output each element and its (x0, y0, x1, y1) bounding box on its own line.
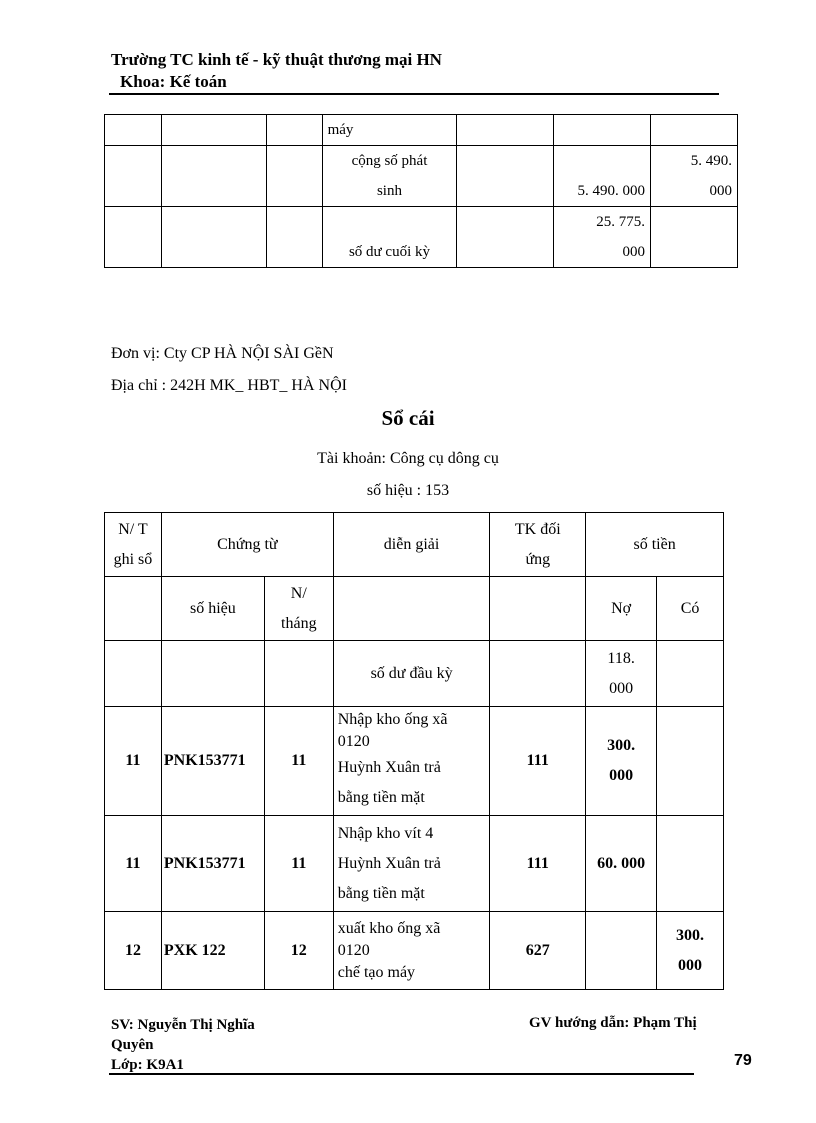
table-row (105, 146, 738, 207)
header-divider (109, 93, 719, 95)
table-row (105, 207, 738, 268)
header-month: N/ tháng (264, 577, 333, 641)
debit-cell: 5. 490. 000 (554, 146, 651, 207)
credit-cell: 300. 000 (657, 912, 724, 990)
header-amount: số tiền (586, 513, 724, 577)
debit-cell: 300. 000 (586, 707, 657, 816)
desc-cell: số dư đầu kỳ (333, 641, 490, 707)
company-unit: Đơn vị: Cty CP HÀ NỘI SÀI GềN (111, 345, 334, 362)
credit-cell: 5. 490. 000 (651, 146, 738, 207)
table-row (105, 641, 724, 707)
header-credit: Có (657, 577, 724, 641)
desc-cell: Nhập kho ống xã 0120 Huỳnh Xuân trả bằng tiền mặt (333, 707, 490, 816)
page-number: 79 (734, 1052, 752, 1069)
debit-cell: 60. 000 (586, 816, 657, 912)
debit-cell: 25. 775. 000 (554, 207, 651, 268)
debit-cell: 118. 000 (586, 641, 657, 707)
header-tk: TK đối ứng (490, 513, 586, 577)
header-nt: N/ T ghi sổ (105, 513, 162, 577)
desc-cell: xuất kho ống xã 0120 chế tạo máy (333, 912, 490, 990)
header-voucher: Chứng từ (161, 513, 333, 577)
continued-ledger-table (104, 114, 738, 268)
general-ledger-table (104, 512, 724, 990)
table-row: 11 PNK153771 11 Nhập kho ống xã 0120 Huỳnh Xuân trả bằng tiền mặt 111 300. 000 (105, 707, 724, 816)
ledger-account: Tài khoản: Công cụ dông cụ (317, 450, 499, 467)
table-row: 11 PNK153771 11 Nhập kho vít 4 Huỳnh Xuân trả bằng tiền mặt 111 60. 000 (105, 816, 724, 912)
desc-cell: số dư cuối kỳ (322, 207, 457, 268)
table-row (105, 115, 738, 146)
faculty-name: Khoa: Kế toán (120, 72, 227, 91)
desc-cell: máy (322, 115, 457, 146)
student-info: SV: Nguyễn Thị Nghĩa Quyên Lớp: K9A1 (111, 1017, 255, 1073)
ledger-title: Sổ cái (381, 406, 435, 430)
header-debit: Nợ (586, 577, 657, 641)
ledger-account-number: số hiệu : 153 (366, 482, 450, 499)
table-header-row (105, 513, 724, 577)
desc-cell: Nhập kho vít 4 Huỳnh Xuân trả bằng tiền mặt (333, 816, 490, 912)
footer-divider (109, 1073, 694, 1075)
header-desc: diễn giải (333, 513, 490, 577)
teacher-info: GV hướng dẫn: Phạm Thị (529, 1015, 697, 1031)
school-name: Trường TC kinh tế - kỹ thuật thương mại HN (111, 50, 442, 69)
table-header-row (105, 577, 724, 641)
company-address: Địa chỉ : 242H MK_ HBT_ HÀ NỘI (111, 377, 347, 394)
header-voucher-no: số hiệu (161, 577, 264, 641)
desc-cell: cộng số phát sinh (322, 146, 457, 207)
table-row: 12 PXK 122 12 xuất kho ống xã 0120 chế tạo máy 627 300. 000 (105, 912, 724, 990)
